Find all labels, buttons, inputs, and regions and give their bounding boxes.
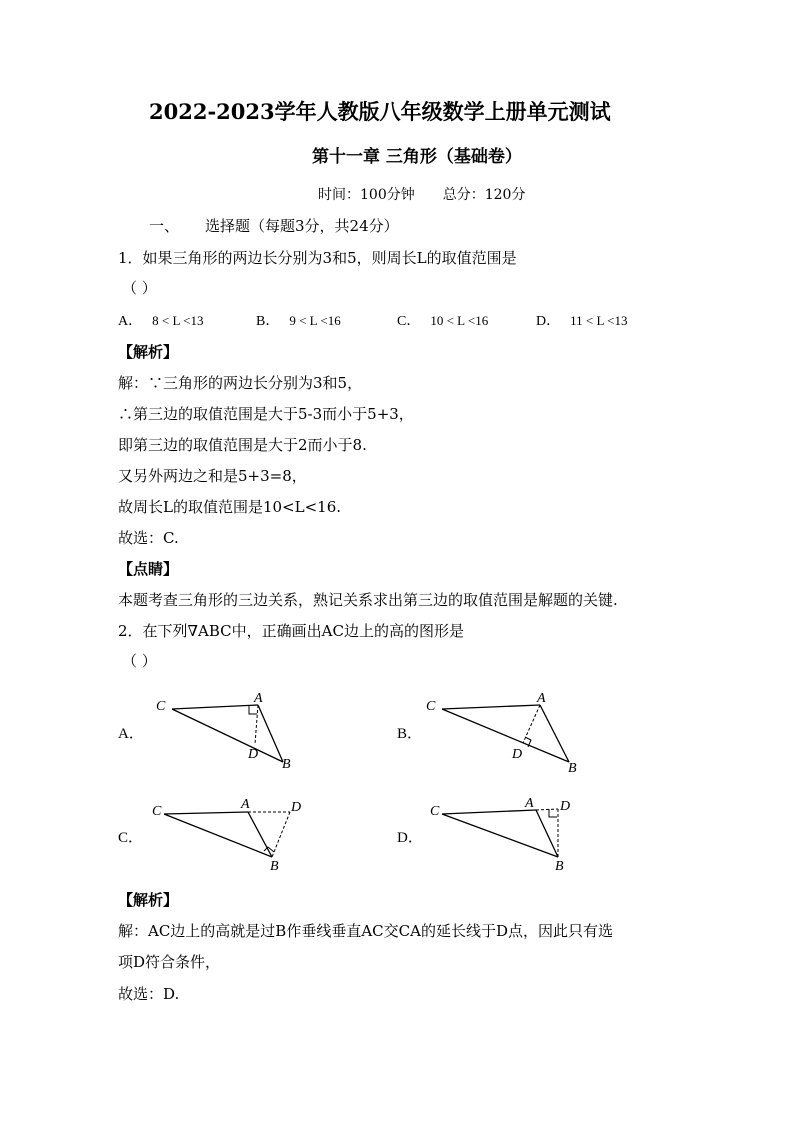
q1-option-a-expr: 8 < L <13 bbox=[152, 313, 204, 328]
q1-answer-paren: （ ） bbox=[122, 279, 157, 297]
q2-analysis-line: 项D符合条件， bbox=[118, 953, 221, 971]
triangle-side bbox=[442, 709, 569, 762]
vertex-label-a: A bbox=[537, 691, 546, 706]
triangle-side bbox=[164, 812, 248, 814]
triangle-side bbox=[442, 705, 540, 709]
vertex-label-a: A bbox=[254, 691, 263, 706]
q1-analysis-line: ∴第三边的取值范围是大于5-3而小于5+3， bbox=[118, 405, 414, 423]
q1-comment-tag: 【点睛】 bbox=[118, 560, 179, 578]
q2-figure-b-label: B． bbox=[397, 726, 423, 742]
triangle-side bbox=[172, 705, 258, 709]
q1-comment: 本题考查三角形的三边关系，熟记关系求出第三边的取值范围是解题的关键. bbox=[118, 591, 618, 609]
triangle-side bbox=[258, 705, 283, 762]
triangle-side bbox=[540, 705, 569, 762]
vertex-label-c: C bbox=[426, 699, 436, 714]
section-title: 选择题（每题3分，共24分） bbox=[205, 217, 399, 235]
vertex-label-d: D bbox=[248, 747, 259, 762]
vertex-label-d: D bbox=[560, 799, 571, 814]
q1-option-c-expr: 10 < L <16 bbox=[430, 313, 489, 328]
vertex-label-c: C bbox=[152, 804, 162, 819]
q1-option-d-label: D． bbox=[536, 314, 561, 329]
q1-analysis-line: 故周长L的取值范围是10<L<16. bbox=[118, 498, 342, 516]
q1-option-d bbox=[536, 311, 628, 332]
altitude-dashed-line bbox=[255, 705, 258, 744]
vertex-label-c: C bbox=[430, 804, 440, 819]
vertex-label-b: B bbox=[270, 859, 279, 874]
q1-analysis-line: 又另外两边之和是5+3=8， bbox=[118, 467, 307, 485]
triangle-side bbox=[442, 810, 536, 814]
extension-dashed-line bbox=[536, 809, 558, 810]
altitude-dashed-line bbox=[272, 812, 290, 857]
vertex-label-d: D bbox=[512, 747, 523, 762]
q1-option-b bbox=[256, 311, 341, 332]
exam-time-info: 时间：100分钟 总分：120分 bbox=[318, 187, 526, 203]
q1-analysis-line: 故选：C. bbox=[118, 529, 179, 547]
q2-figure-d bbox=[420, 793, 590, 878]
q2-figure-d-label: D． bbox=[397, 830, 423, 846]
q1-option-a bbox=[118, 311, 204, 332]
vertex-label-b: B bbox=[282, 757, 291, 772]
vertex-label-b: B bbox=[568, 761, 577, 776]
chapter-subtitle: 第十一章 三角形（基础卷） bbox=[312, 147, 522, 167]
q2-answer-paren: （ ） bbox=[122, 652, 157, 670]
q1-analysis-line: 即第三边的取值范围是大于2而小于8. bbox=[118, 436, 367, 454]
vertex-label-b: B bbox=[555, 859, 564, 874]
triangle-side bbox=[164, 814, 272, 857]
q1-option-a-label: A． bbox=[118, 314, 143, 329]
q1-option-d-expr: 11 < L <13 bbox=[570, 313, 628, 328]
q1-option-c-label: C． bbox=[397, 314, 421, 329]
right-angle-mark bbox=[249, 705, 257, 714]
triangle-side bbox=[248, 812, 272, 857]
vertex-label-c: C bbox=[156, 699, 166, 714]
q1-stem: 1．如果三角形的两边长分别为3和5，则周长L的取值范围是 bbox=[118, 249, 517, 267]
vertex-label-a: A bbox=[241, 797, 250, 812]
q2-figure-a-label: A． bbox=[118, 726, 144, 742]
q2-analysis-tag: 【解析】 bbox=[118, 891, 179, 909]
q1-analysis-tag: 【解析】 bbox=[118, 343, 179, 361]
page-title: 2022-2023学年人教版八年级数学上册单元测试 bbox=[149, 99, 611, 124]
q2-analysis-line: 解：AC边上的高就是过B作垂线垂直AC交CA的延长线于D点，因此只有选 bbox=[118, 922, 613, 940]
q2-figure-a bbox=[150, 688, 310, 778]
vertex-label-a: A bbox=[525, 796, 534, 811]
section-number: 一、 bbox=[149, 217, 180, 235]
q2-figure-b bbox=[420, 688, 590, 778]
q1-option-b-expr: 9 < L <16 bbox=[289, 313, 341, 328]
triangle-side bbox=[172, 709, 283, 762]
right-angle-mark bbox=[549, 809, 557, 817]
q1-option-b-label: B． bbox=[256, 314, 280, 329]
q2-figure-c bbox=[150, 793, 320, 878]
vertex-label-d: D bbox=[291, 800, 302, 815]
q1-option-c bbox=[397, 311, 488, 332]
q2-figure-c-label: C． bbox=[118, 830, 144, 846]
q2-answer: 故选：D. bbox=[118, 985, 180, 1003]
q1-analysis-line: 解：∵三角形的两边长分别为3和5， bbox=[118, 374, 363, 392]
q2-stem: 2．在下列∇ABC中，正确画出AC边上的高的图形是 bbox=[118, 622, 464, 640]
